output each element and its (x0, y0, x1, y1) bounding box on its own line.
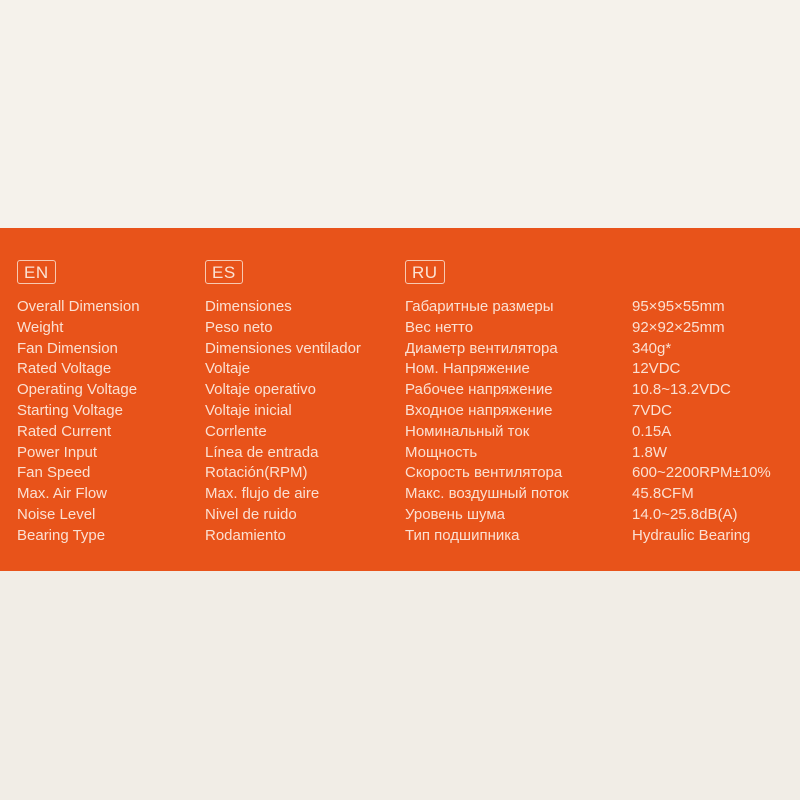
spec-label-ru: Макс. воздушный поток (405, 485, 569, 503)
language-badge-es: ES (205, 260, 243, 284)
spec-label-es: Dimensiones ventilador (205, 339, 361, 357)
spec-label-ru: Рабочее напряжение (405, 381, 553, 399)
spec-label-en: Bearing Type (17, 526, 106, 544)
spec-value: 10.8~13.2VDC (632, 381, 731, 399)
spec-label-ru: Вес нетто (405, 318, 474, 336)
spec-label-es: Línea de entrada (205, 443, 319, 461)
language-badge-ru: RU (405, 260, 445, 284)
spec-label-es: Peso neto (205, 318, 273, 336)
spec-value: 0.15A (632, 422, 672, 440)
spec-label-es: Dimensiones (205, 298, 292, 315)
spec-list-en (17, 297, 140, 547)
language-badge-en: EN (17, 260, 56, 284)
spec-label-es: Voltaje (205, 360, 251, 378)
spec-value: 45.8CFM (632, 485, 694, 503)
spec-list-ru (405, 297, 569, 547)
column-values (632, 297, 771, 547)
spec-label-es: Rodamiento (205, 526, 286, 544)
spec-label-es: Voltaje operativo (205, 381, 316, 399)
spec-label-en: Max. Air Flow (17, 485, 108, 503)
spec-label-ru: Входное напряжение (405, 401, 553, 419)
spec-label-en: Power Input (17, 443, 98, 461)
spec-value: 14.0~25.8dB(A) (632, 505, 738, 523)
spec-label-ru: Номинальный ток (405, 422, 530, 440)
spec-label-es: Rotación(RPM) (205, 464, 308, 482)
spec-label-en: Starting Voltage (17, 401, 123, 419)
spec-value: 12VDC (632, 360, 681, 378)
column-en (17, 260, 140, 547)
spec-list-es (205, 297, 361, 547)
paper-background-bottom (0, 571, 800, 800)
column-ru (405, 260, 569, 547)
spec-value: 1.8W (632, 443, 668, 461)
column-es (205, 260, 361, 547)
spec-label-en: Rated Current (17, 422, 112, 440)
spec-label-ru: Мощность (405, 443, 478, 461)
spec-value: 340g* (632, 339, 672, 357)
spec-label-ru: Ном. Напряжение (405, 360, 530, 378)
spec-label-en: Overall Dimension (17, 298, 140, 315)
spec-label-es: Nivel de ruido (205, 505, 297, 523)
spec-value: Hydraulic Bearing (632, 526, 751, 544)
spec-label-en: Weight (17, 318, 64, 336)
spec-value: 600~2200RPM±10% (632, 464, 771, 482)
spec-label-en: Rated Voltage (17, 360, 112, 378)
spec-label-es: Max. flujo de aire (205, 485, 320, 503)
spec-label-ru: Диаметр вентилятора (405, 339, 558, 357)
spec-label-en: Noise Level (17, 505, 96, 523)
spec-label-ru: Габаритные размеры (405, 298, 554, 315)
paper-background-top (0, 0, 800, 228)
spec-label-en: Operating Voltage (17, 381, 138, 399)
spec-label-ru: Скорость вентилятора (405, 464, 563, 482)
spec-label-es: Voltaje inicial (205, 401, 292, 419)
spec-label-ru: Тип подшипника (405, 526, 520, 544)
spec-value: 7VDC (632, 401, 673, 419)
spec-label-en: Fan Speed (17, 464, 91, 482)
spec-value: 95×95×55mm (632, 298, 725, 315)
spec-label-en: Fan Dimension (17, 339, 118, 357)
spec-value-list (632, 297, 771, 547)
spec-label-ru: Уровень шума (405, 505, 505, 523)
spec-label-band (0, 228, 800, 571)
spec-value: 92×92×25mm (632, 318, 725, 336)
spec-label-es: Corrlente (205, 422, 267, 440)
